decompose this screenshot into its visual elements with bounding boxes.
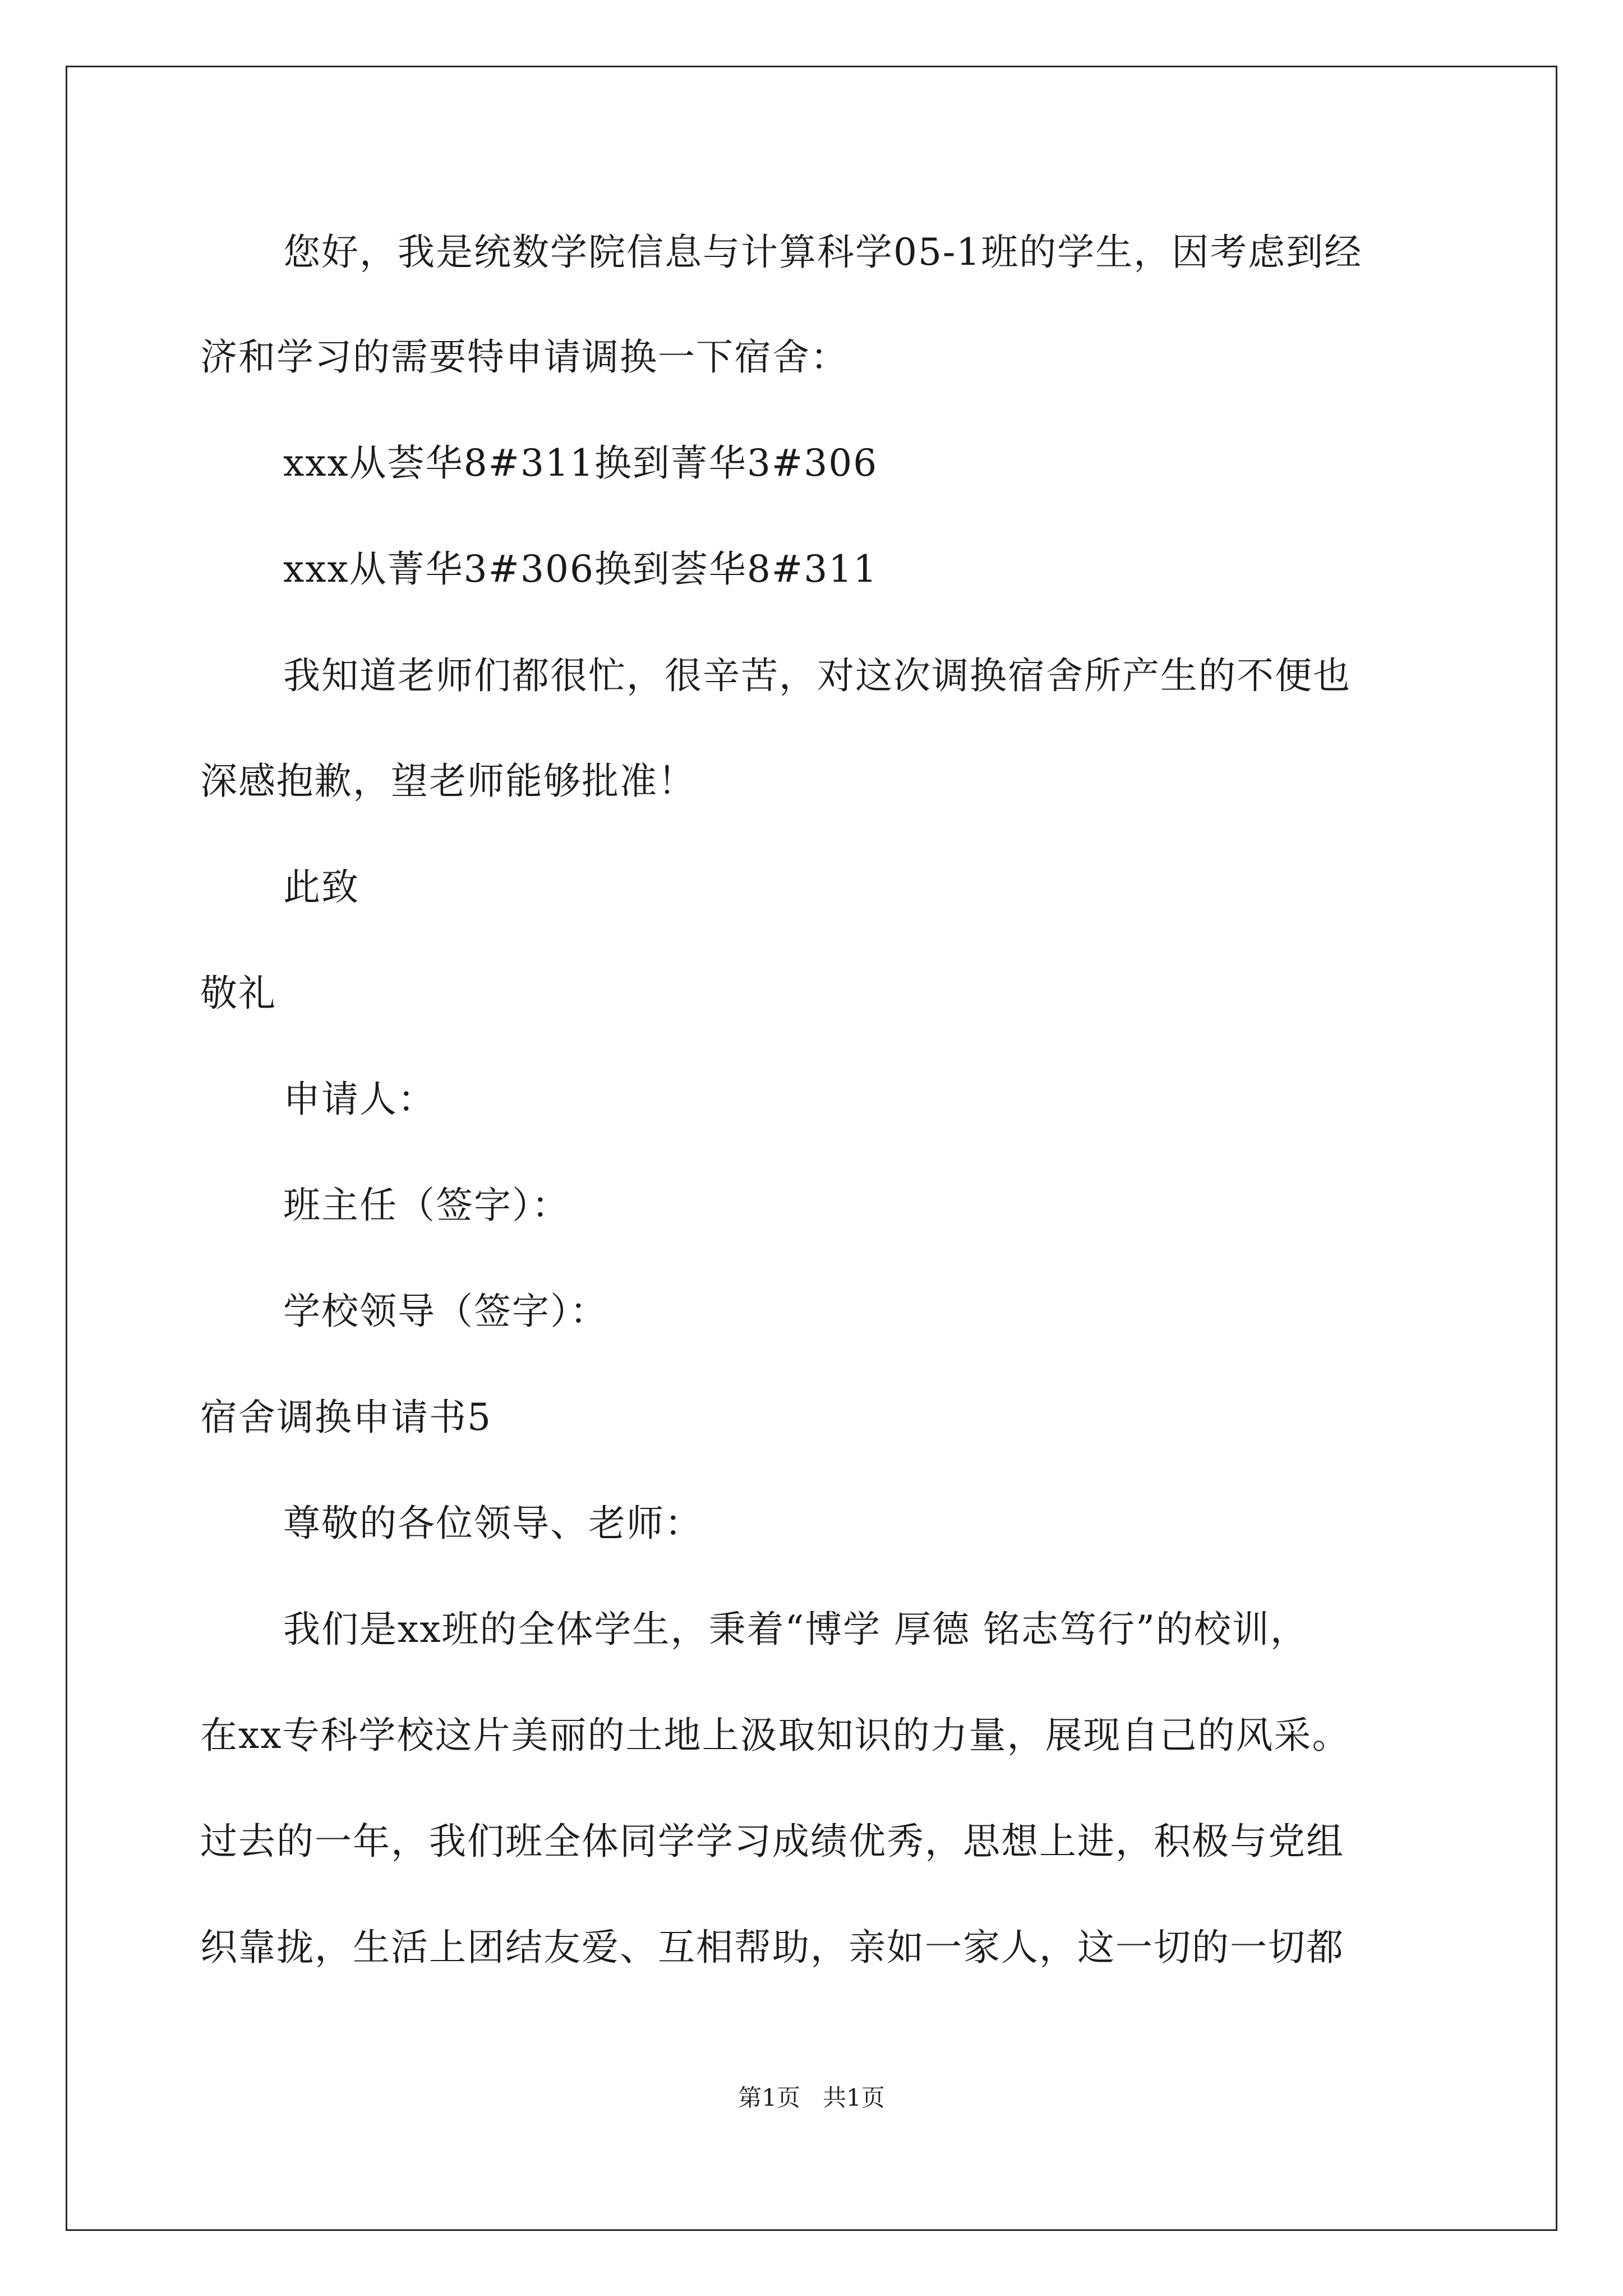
paragraph-line: 织靠拢，生活上团结友爱、互相帮助，亲如一家人，这一切的一切都 (200, 1926, 1344, 1969)
signature-line-head-teacher: 班主任（签字）： (283, 1184, 570, 1227)
paragraph-line: 深感抱歉，望老师能够批准！ (200, 760, 696, 803)
signature-line-applicant: 申请人： (283, 1078, 436, 1121)
closing-line: 敬礼 (200, 972, 276, 1015)
page-number-footer: 第1页 共1页 (738, 2084, 885, 2111)
paragraph-line: 济和学习的需要特申请调换一下宿舍： (200, 335, 849, 379)
salutation: 尊敬的各位领导、老师： (283, 1502, 703, 1545)
paragraph-line: 在xx专科学校这片美丽的土地上汲取知识的力量，展现自己的风采。 (200, 1714, 1350, 1757)
page-border (66, 66, 1557, 2231)
paragraph-line: xxx从菁华3#306换到荟华8#311 (283, 547, 878, 591)
paragraph-line: 我知道老师们都很忙，很辛苦，对这次调换宿舍所产生的不便也 (283, 654, 1351, 697)
paragraph-line: 过去的一年，我们班全体同学学习成绩优秀，思想上进，积极与党组 (200, 1820, 1344, 1863)
paragraph-line: xxx从荟华8#311换到菁华3#306 (283, 441, 878, 485)
closing-line: 此致 (283, 866, 359, 909)
paragraph-line: 您好，我是统数学院信息与计算科学05-1班的学生，因考虑到经 (283, 231, 1363, 274)
paragraph-line: 我们是xx班的全体学生，秉着“博学 厚德 铭志笃行”的校训， (283, 1608, 1308, 1651)
signature-line-school-leader: 学校领导（签字）： (283, 1290, 608, 1333)
section-title: 宿舍调换申请书5 (200, 1396, 492, 1439)
